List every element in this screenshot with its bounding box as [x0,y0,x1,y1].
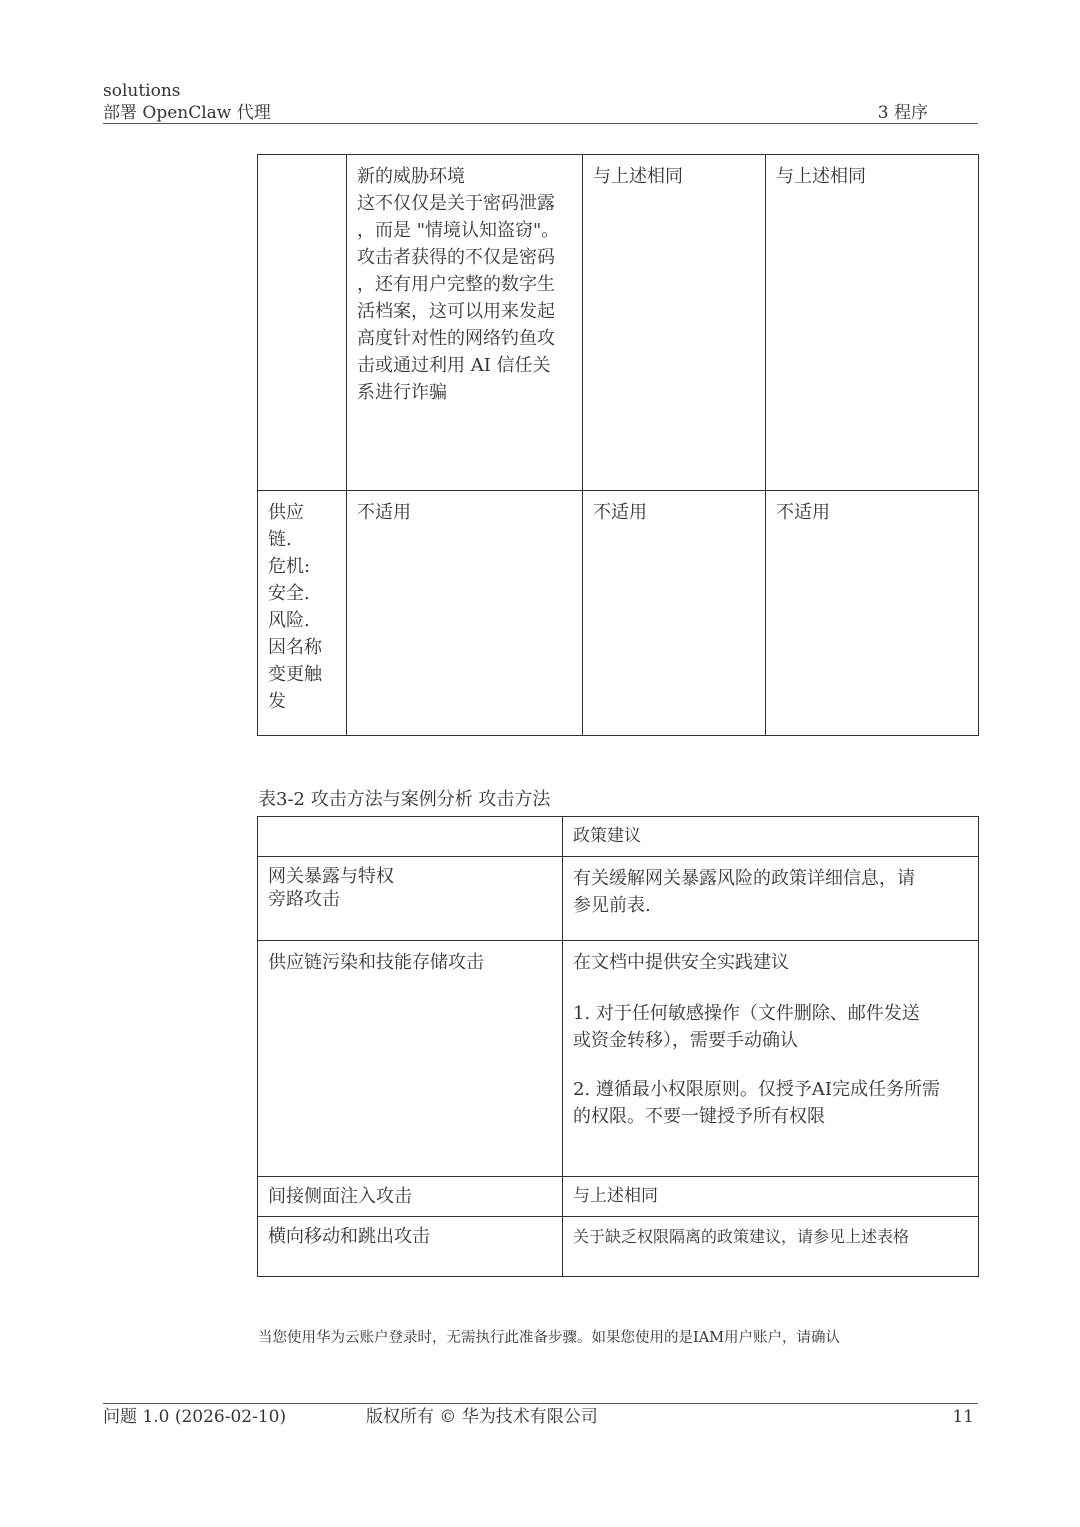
table-cell: 与上述相同 [766,155,979,491]
table-header-cell: 政策建议 [563,817,979,857]
table-cell: 不适用 [347,491,583,736]
attack-method-cell: 供应链污染和技能存储攻击 [258,941,563,1177]
attack-method-cell: 横向移动和跳出攻击 [258,1217,563,1277]
advice-paragraph: 在文档中提供安全实践建议 [573,952,789,973]
table-row [258,1177,979,1217]
policy-advice-cell [563,1177,979,1217]
table-cell: 不适用 [766,491,979,736]
supply-chain-risk-cell: 供应 链. 危机: 安全. 风险. 因名称 变更触 发 [258,491,347,736]
copyright: 版权所有 © 华为技术有限公司 [366,1407,598,1427]
advice-paragraph: 关于缺乏权限隔离的政策建议，请参见上述表格 [573,1227,910,1246]
table-cell: 不适用 [583,491,766,736]
product-name: solutions [103,81,181,101]
attack-method-table [257,816,979,1277]
header-rule [103,123,978,124]
page-number: 11 [952,1407,974,1427]
table-row [258,1217,979,1277]
advice-paragraph: 1. 对于任何敏感操作（文件删除、邮件发送 或资金转移），需要手动确认 [573,1003,920,1051]
policy-advice-cell [563,1217,979,1277]
document-title: 部署 OpenClaw 代理 [103,103,271,123]
threat-description-cell: 新的威胁环境 这不仅仅是关于密码泄露 ，而是 "情境认知盗窃"。 攻击者获得的不仅是密码 ，还有用户完整的数字生 活档案，这可以用来发起 高度针对性的网络钓鱼攻 击或通过利用 AI 信任关 系进行诈骗 [347,155,583,491]
table-cell: 与上述相同 [583,155,766,491]
threat-table [257,154,979,736]
attack-method-cell: 间接侧面注入攻击 [258,1177,563,1217]
table-caption: 表3-2 攻击方法与案例分析 攻击方法 [258,789,551,810]
advice-paragraph: 与上述相同 [573,1186,658,1206]
issue-info: 问题 1.0 (2026-02-10) [103,1407,287,1427]
table-header-row [258,817,979,857]
advice-paragraph: 有关缓解网关暴露风险的政策详细信息，请 参见前表. [573,868,915,916]
section-title: 3 程序 [877,103,928,123]
note-text: 当您使用华为云账户登录时，无需执行此准备步骤。如果您使用的是IAM用户账户，请确认 [258,1330,841,1346]
policy-advice-cell [563,941,979,1177]
footer-rule [103,1403,978,1404]
table-row [258,155,979,491]
policy-advice-cell [563,857,979,941]
table-row [258,857,979,941]
table-row [258,941,979,1177]
advice-paragraph: 2. 遵循最小权限原则。仅授予AI完成任务所需 的权限。不要一键授予所有权限 [573,1079,941,1127]
attack-method-cell: 网关暴露与特权 旁路攻击 [258,857,563,941]
table-cell [258,155,347,491]
table-header-cell [258,817,563,857]
table-row [258,491,979,736]
